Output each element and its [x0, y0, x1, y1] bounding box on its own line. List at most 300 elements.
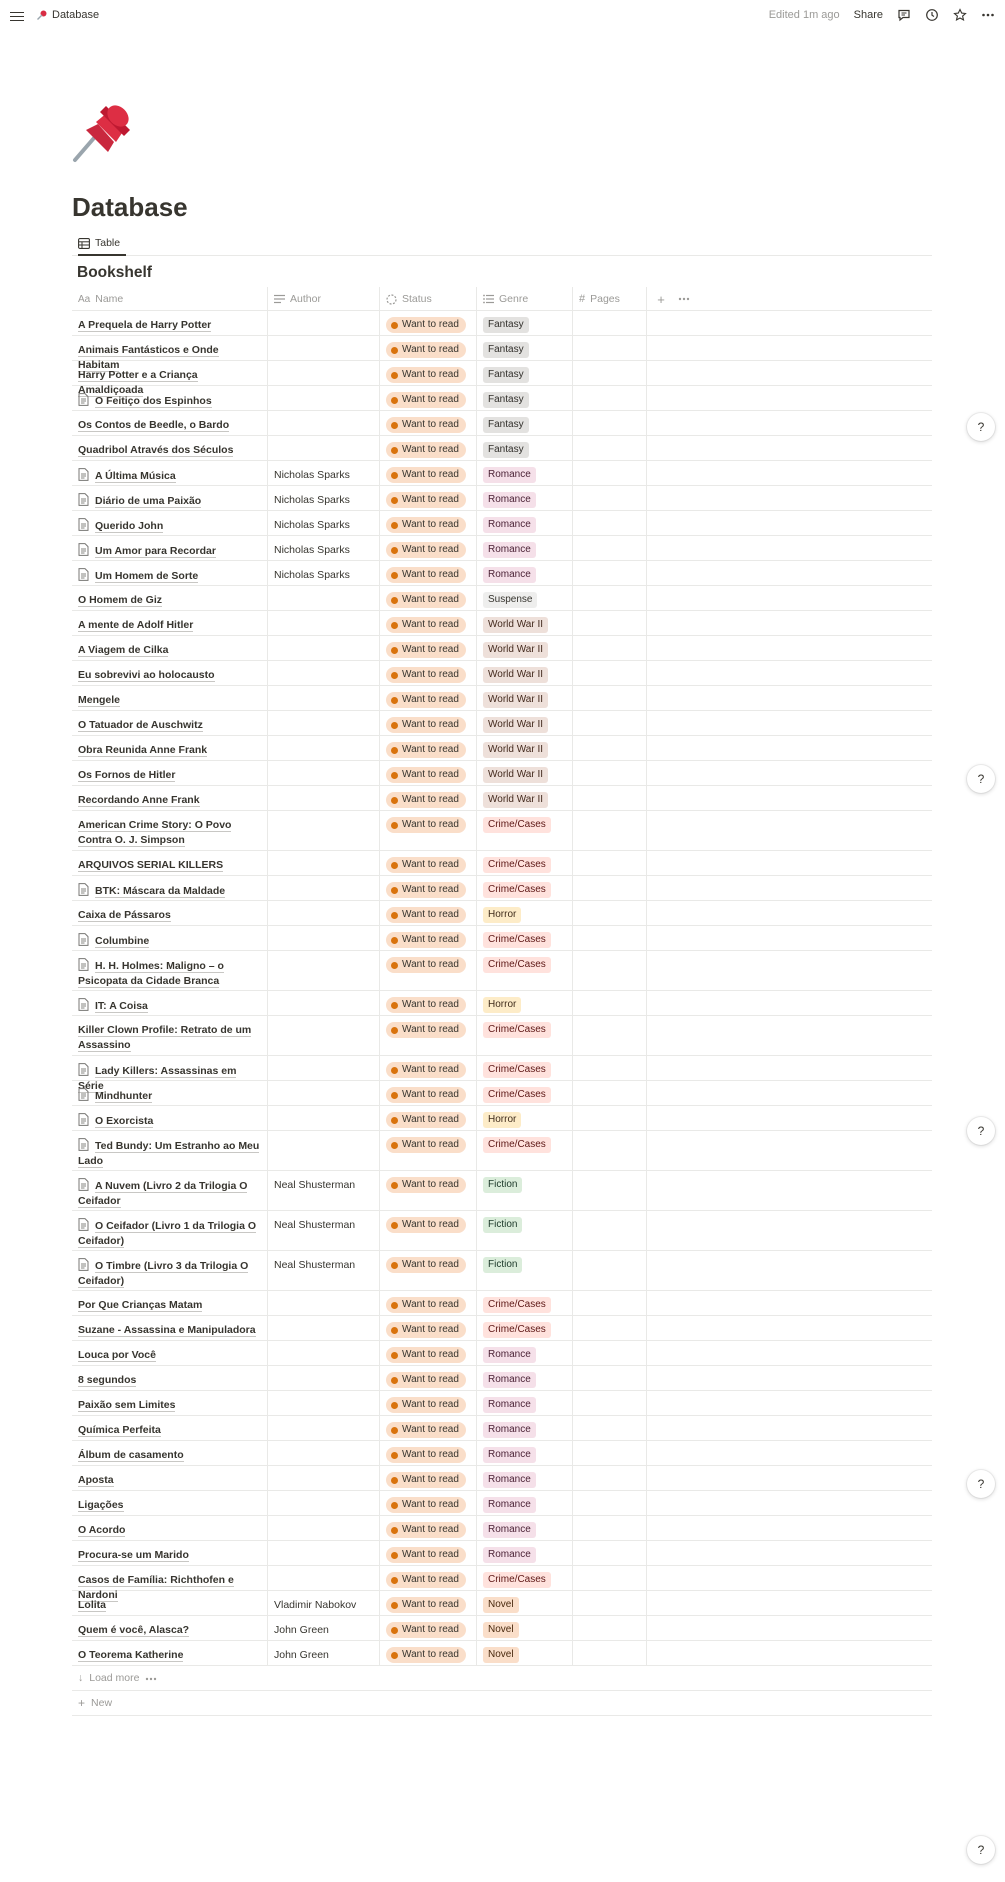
column-header-status[interactable] — [380, 287, 477, 311]
cell-genre[interactable] — [477, 1081, 573, 1105]
cell-status[interactable] — [380, 1441, 477, 1465]
table-row[interactable] — [72, 1391, 932, 1416]
cell-author[interactable] — [268, 661, 380, 685]
genre-tag[interactable]: Crime/Cases — [483, 1297, 551, 1313]
cell-status[interactable] — [380, 1291, 477, 1315]
cell-genre[interactable] — [477, 1131, 573, 1170]
cell-pages[interactable] — [573, 1211, 647, 1250]
cell-genre[interactable] — [477, 1641, 573, 1665]
cell-genre[interactable] — [477, 1211, 573, 1250]
cell-genre[interactable] — [477, 636, 573, 660]
table-row[interactable] — [72, 951, 932, 991]
cell-genre[interactable] — [477, 1591, 573, 1615]
cell-name[interactable] — [72, 1591, 268, 1615]
genre-tag[interactable]: World War II — [483, 717, 548, 733]
cell-author[interactable] — [268, 536, 380, 560]
cell-status[interactable] — [380, 536, 477, 560]
cell-author[interactable] — [268, 1251, 380, 1290]
cell-name[interactable] — [72, 1106, 268, 1130]
cell-name[interactable] — [72, 561, 268, 585]
cell-name[interactable] — [72, 991, 268, 1015]
cell-name[interactable] — [72, 511, 268, 535]
cell-genre[interactable] — [477, 926, 573, 950]
status-pill[interactable] — [386, 1112, 466, 1128]
cell-status[interactable] — [380, 1316, 477, 1340]
genre-tag[interactable]: Horror — [483, 1112, 521, 1128]
table-row[interactable] — [72, 461, 932, 486]
genre-tag[interactable]: Fantasy — [483, 367, 529, 383]
genre-tag[interactable]: Romance — [483, 1422, 536, 1438]
status-pill[interactable] — [386, 767, 466, 783]
cell-author[interactable] — [268, 386, 380, 410]
genre-tag[interactable]: Crime/Cases — [483, 1062, 551, 1078]
cell-name[interactable] — [72, 1616, 268, 1640]
help-button[interactable] — [967, 1117, 995, 1145]
cell-status[interactable] — [380, 851, 477, 875]
cell-name[interactable] — [72, 1316, 268, 1340]
tab-table[interactable] — [78, 232, 126, 256]
cell-pages[interactable] — [573, 386, 647, 410]
genre-tag[interactable]: Romance — [483, 1522, 536, 1538]
status-pill[interactable] — [386, 1422, 466, 1438]
status-pill[interactable] — [386, 317, 466, 333]
genre-tag[interactable]: Romance — [483, 1447, 536, 1463]
status-pill[interactable] — [386, 592, 466, 608]
genre-tag[interactable]: Romance — [483, 1347, 536, 1363]
table-row[interactable] — [72, 1591, 932, 1616]
status-pill[interactable] — [386, 417, 466, 433]
cell-author[interactable] — [268, 361, 380, 385]
cell-status[interactable] — [380, 1541, 477, 1565]
table-row[interactable] — [72, 1516, 932, 1541]
cell-status[interactable] — [380, 311, 477, 335]
cell-pages[interactable] — [573, 1366, 647, 1390]
cell-name[interactable] — [72, 711, 268, 735]
cell-genre[interactable] — [477, 361, 573, 385]
table-row[interactable] — [72, 386, 932, 411]
cell-author[interactable] — [268, 1466, 380, 1490]
status-pill[interactable] — [386, 742, 466, 758]
table-row[interactable] — [72, 411, 932, 436]
table-row[interactable] — [72, 1106, 932, 1131]
cell-name[interactable] — [72, 661, 268, 685]
cell-pages[interactable] — [573, 1491, 647, 1515]
table-row[interactable] — [72, 661, 932, 686]
status-pill[interactable] — [386, 1572, 466, 1588]
cell-author[interactable] — [268, 561, 380, 585]
cell-name[interactable] — [72, 1366, 268, 1390]
cell-pages[interactable] — [573, 901, 647, 925]
status-pill[interactable] — [386, 692, 466, 708]
cell-pages[interactable] — [573, 736, 647, 760]
status-pill[interactable] — [386, 1522, 466, 1538]
cell-genre[interactable] — [477, 1466, 573, 1490]
genre-tag[interactable]: Crime/Cases — [483, 882, 551, 898]
cell-genre[interactable] — [477, 461, 573, 485]
status-pill[interactable] — [386, 1087, 466, 1103]
table-row[interactable] — [72, 851, 932, 876]
cell-pages[interactable] — [573, 436, 647, 460]
cell-name[interactable] — [72, 436, 268, 460]
cell-pages[interactable] — [573, 336, 647, 360]
status-pill[interactable] — [386, 1597, 466, 1613]
cell-pages[interactable] — [573, 1291, 647, 1315]
table-row[interactable] — [72, 1566, 932, 1601]
cell-pages[interactable] — [573, 811, 647, 850]
status-pill[interactable] — [386, 1447, 466, 1463]
cell-author[interactable] — [268, 1291, 380, 1315]
cell-author[interactable] — [268, 1391, 380, 1415]
genre-tag[interactable]: Suspense — [483, 592, 537, 608]
column-header-pages[interactable] — [573, 287, 647, 311]
genre-tag[interactable]: Horror — [483, 997, 521, 1013]
cell-genre[interactable] — [477, 1391, 573, 1415]
cell-genre[interactable] — [477, 336, 573, 360]
cell-author[interactable] — [268, 991, 380, 1015]
cell-pages[interactable] — [573, 876, 647, 900]
cell-name[interactable] — [72, 1491, 268, 1515]
status-pill[interactable] — [386, 342, 466, 358]
genre-tag[interactable]: Crime/Cases — [483, 932, 551, 948]
cell-name[interactable] — [72, 386, 268, 410]
cell-status[interactable] — [380, 1616, 477, 1640]
genre-tag[interactable]: Romance — [483, 1472, 536, 1488]
more-icon[interactable] — [981, 8, 995, 22]
cell-pages[interactable] — [573, 851, 647, 875]
genre-tag[interactable]: Fantasy — [483, 417, 529, 433]
genre-tag[interactable]: Romance — [483, 467, 536, 483]
cell-status[interactable] — [380, 636, 477, 660]
cell-pages[interactable] — [573, 411, 647, 435]
cell-author[interactable] — [268, 951, 380, 990]
cell-status[interactable] — [380, 561, 477, 585]
status-pill[interactable] — [386, 1647, 466, 1663]
cell-name[interactable] — [72, 1341, 268, 1365]
status-pill[interactable] — [386, 792, 466, 808]
cell-name[interactable] — [72, 311, 268, 335]
status-pill[interactable] — [386, 517, 466, 533]
cell-author[interactable] — [268, 876, 380, 900]
cell-status[interactable] — [380, 876, 477, 900]
cell-pages[interactable] — [573, 1081, 647, 1105]
status-pill[interactable] — [386, 1547, 466, 1563]
cell-name[interactable] — [72, 811, 268, 850]
cell-author[interactable] — [268, 436, 380, 460]
cell-status[interactable] — [380, 951, 477, 990]
cell-author[interactable] — [268, 1641, 380, 1665]
cell-pages[interactable] — [573, 1541, 647, 1565]
status-pill[interactable] — [386, 1297, 466, 1313]
cell-pages[interactable] — [573, 786, 647, 810]
cell-genre[interactable] — [477, 386, 573, 410]
cell-author[interactable] — [268, 1441, 380, 1465]
genre-tag[interactable]: Horror — [483, 907, 521, 923]
cell-name[interactable] — [72, 1056, 268, 1092]
cell-genre[interactable] — [477, 561, 573, 585]
cell-author[interactable] — [268, 1516, 380, 1540]
cell-pages[interactable] — [573, 661, 647, 685]
cell-name[interactable] — [72, 1291, 268, 1315]
table-row[interactable] — [72, 1466, 932, 1491]
cell-name[interactable] — [72, 786, 268, 810]
genre-tag[interactable]: World War II — [483, 617, 548, 633]
cell-name[interactable] — [72, 1641, 268, 1665]
table-row[interactable] — [72, 361, 932, 396]
cell-author[interactable] — [268, 786, 380, 810]
genre-tag[interactable]: Crime/Cases — [483, 1087, 551, 1103]
cell-status[interactable] — [380, 901, 477, 925]
cell-pages[interactable] — [573, 1341, 647, 1365]
cell-author[interactable] — [268, 1616, 380, 1640]
cell-genre[interactable] — [477, 486, 573, 510]
genre-tag[interactable]: World War II — [483, 642, 548, 658]
cell-pages[interactable] — [573, 1056, 647, 1080]
history-icon[interactable] — [925, 8, 939, 22]
cell-pages[interactable] — [573, 486, 647, 510]
cell-pages[interactable] — [573, 1251, 647, 1290]
cell-author[interactable] — [268, 1366, 380, 1390]
genre-tag[interactable]: Crime/Cases — [483, 817, 551, 833]
cell-status[interactable] — [380, 1591, 477, 1615]
cell-status[interactable] — [380, 926, 477, 950]
cell-status[interactable] — [380, 1641, 477, 1665]
cell-pages[interactable] — [573, 1316, 647, 1340]
help-button[interactable] — [967, 1470, 995, 1498]
page-title[interactable]: Database — [72, 192, 188, 222]
cell-genre[interactable] — [477, 1016, 573, 1055]
cell-genre[interactable] — [477, 1366, 573, 1390]
cell-author[interactable] — [268, 461, 380, 485]
cell-name[interactable] — [72, 1516, 268, 1540]
status-pill[interactable] — [386, 907, 466, 923]
cell-name[interactable] — [72, 1251, 268, 1290]
cell-author[interactable] — [268, 811, 380, 850]
cell-genre[interactable] — [477, 686, 573, 710]
cell-author[interactable] — [268, 586, 380, 610]
table-row[interactable] — [72, 611, 932, 636]
cell-genre[interactable] — [477, 1316, 573, 1340]
status-pill[interactable] — [386, 1397, 466, 1413]
cell-status[interactable] — [380, 1016, 477, 1055]
cell-author[interactable] — [268, 1211, 380, 1250]
comment-icon[interactable] — [897, 8, 911, 22]
table-row[interactable] — [72, 786, 932, 811]
cell-status[interactable] — [380, 686, 477, 710]
cell-author[interactable] — [268, 1131, 380, 1170]
column-header-name[interactable] — [72, 287, 268, 311]
cell-genre[interactable] — [477, 1541, 573, 1565]
column-header-genre[interactable] — [477, 287, 573, 311]
status-pill[interactable] — [386, 817, 466, 833]
cell-name[interactable] — [72, 611, 268, 635]
table-row[interactable] — [72, 1341, 932, 1366]
cell-author[interactable] — [268, 1341, 380, 1365]
cell-status[interactable] — [380, 991, 477, 1015]
status-pill[interactable] — [386, 932, 466, 948]
cell-author[interactable] — [268, 711, 380, 735]
table-row[interactable] — [72, 1251, 932, 1291]
cell-name[interactable] — [72, 461, 268, 485]
genre-tag[interactable]: Novel — [483, 1597, 519, 1613]
cell-status[interactable] — [380, 1081, 477, 1105]
cell-name[interactable] — [72, 761, 268, 785]
status-pill[interactable] — [386, 467, 466, 483]
cell-pages[interactable] — [573, 1641, 647, 1665]
cell-author[interactable] — [268, 1416, 380, 1440]
cell-status[interactable] — [380, 1131, 477, 1170]
cell-genre[interactable] — [477, 811, 573, 850]
cell-author[interactable] — [268, 736, 380, 760]
table-row[interactable] — [72, 311, 932, 336]
table-row[interactable] — [72, 761, 932, 786]
status-pill[interactable] — [386, 1497, 466, 1513]
status-pill[interactable] — [386, 1347, 466, 1363]
cell-pages[interactable] — [573, 636, 647, 660]
cell-status[interactable] — [380, 1516, 477, 1540]
cell-name[interactable] — [72, 636, 268, 660]
cell-status[interactable] — [380, 1466, 477, 1490]
cell-name[interactable] — [72, 486, 268, 510]
cell-genre[interactable] — [477, 736, 573, 760]
genre-tag[interactable]: Fantasy — [483, 392, 529, 408]
cell-name[interactable] — [72, 361, 268, 396]
cell-genre[interactable] — [477, 951, 573, 990]
genre-tag[interactable]: Crime/Cases — [483, 1022, 551, 1038]
genre-tag[interactable]: Romance — [483, 1372, 536, 1388]
genre-tag[interactable]: Crime/Cases — [483, 1322, 551, 1338]
load-more-button[interactable] — [72, 1666, 932, 1691]
cell-name[interactable] — [72, 926, 268, 950]
cell-status[interactable] — [380, 386, 477, 410]
cell-genre[interactable] — [477, 586, 573, 610]
cell-pages[interactable] — [573, 1516, 647, 1540]
status-pill[interactable] — [386, 957, 466, 973]
share-button[interactable]: Share — [853, 9, 883, 21]
cell-author[interactable] — [268, 686, 380, 710]
cell-name[interactable] — [72, 901, 268, 925]
cell-pages[interactable] — [573, 311, 647, 335]
status-pill[interactable] — [386, 492, 466, 508]
cell-author[interactable] — [268, 336, 380, 360]
cell-genre[interactable] — [477, 1291, 573, 1315]
cell-author[interactable] — [268, 1056, 380, 1080]
cell-name[interactable] — [72, 411, 268, 435]
cell-status[interactable] — [380, 786, 477, 810]
cell-status[interactable] — [380, 1171, 477, 1210]
cell-status[interactable] — [380, 336, 477, 360]
table-row[interactable] — [72, 686, 932, 711]
cell-genre[interactable] — [477, 1491, 573, 1515]
column-options-icon[interactable] — [674, 287, 694, 311]
genre-tag[interactable]: Romance — [483, 492, 536, 508]
table-row[interactable] — [72, 436, 932, 461]
status-pill[interactable] — [386, 1472, 466, 1488]
menu-icon[interactable] — [10, 9, 24, 23]
cell-status[interactable] — [380, 1391, 477, 1415]
cell-genre[interactable] — [477, 511, 573, 535]
cell-status[interactable] — [380, 611, 477, 635]
table-row[interactable] — [72, 1541, 932, 1566]
cell-genre[interactable] — [477, 1616, 573, 1640]
help-button[interactable] — [967, 413, 995, 441]
cell-status[interactable] — [380, 1366, 477, 1390]
cell-status[interactable] — [380, 511, 477, 535]
genre-tag[interactable]: World War II — [483, 667, 548, 683]
cell-pages[interactable] — [573, 1416, 647, 1440]
table-row[interactable] — [72, 1211, 932, 1251]
cell-name[interactable] — [72, 1566, 268, 1601]
cell-status[interactable] — [380, 1341, 477, 1365]
cell-name[interactable] — [72, 1081, 268, 1105]
cell-status[interactable] — [380, 1491, 477, 1515]
new-row-button[interactable] — [72, 1691, 932, 1716]
cell-author[interactable] — [268, 1316, 380, 1340]
status-pill[interactable] — [386, 367, 466, 383]
cell-status[interactable] — [380, 586, 477, 610]
genre-tag[interactable]: Crime/Cases — [483, 1137, 551, 1153]
cell-genre[interactable] — [477, 311, 573, 335]
genre-tag[interactable]: World War II — [483, 767, 548, 783]
help-button[interactable] — [967, 765, 995, 793]
cell-status[interactable] — [380, 1416, 477, 1440]
cell-author[interactable] — [268, 611, 380, 635]
cell-status[interactable] — [380, 486, 477, 510]
cell-status[interactable] — [380, 1211, 477, 1250]
cell-pages[interactable] — [573, 586, 647, 610]
cell-pages[interactable] — [573, 1391, 647, 1415]
cell-genre[interactable] — [477, 411, 573, 435]
cell-genre[interactable] — [477, 901, 573, 925]
table-row[interactable] — [72, 636, 932, 661]
table-row[interactable] — [72, 1616, 932, 1641]
status-pill[interactable] — [386, 1062, 466, 1078]
cell-author[interactable] — [268, 1541, 380, 1565]
cell-status[interactable] — [380, 1251, 477, 1290]
status-pill[interactable] — [386, 857, 466, 873]
genre-tag[interactable]: Fiction — [483, 1217, 522, 1233]
cell-author[interactable] — [268, 511, 380, 535]
cell-status[interactable] — [380, 411, 477, 435]
cell-pages[interactable] — [573, 611, 647, 635]
table-row[interactable] — [72, 901, 932, 926]
cell-genre[interactable] — [477, 711, 573, 735]
breadcrumb[interactable] — [36, 9, 99, 21]
status-pill[interactable] — [386, 1217, 466, 1233]
table-row[interactable] — [72, 1171, 932, 1211]
table-row[interactable] — [72, 1081, 932, 1106]
cell-name[interactable] — [72, 1171, 268, 1210]
cell-pages[interactable] — [573, 511, 647, 535]
table-row[interactable] — [72, 1441, 932, 1466]
genre-tag[interactable]: Romance — [483, 1497, 536, 1513]
cell-pages[interactable] — [573, 926, 647, 950]
cell-name[interactable] — [72, 1441, 268, 1465]
table-row[interactable] — [72, 586, 932, 611]
cell-author[interactable] — [268, 1491, 380, 1515]
genre-tag[interactable]: Crime/Cases — [483, 957, 551, 973]
table-row[interactable] — [72, 1056, 932, 1092]
table-row[interactable] — [72, 1416, 932, 1441]
table-row[interactable] — [72, 1491, 932, 1516]
status-pill[interactable] — [386, 442, 466, 458]
cell-pages[interactable] — [573, 711, 647, 735]
cell-status[interactable] — [380, 811, 477, 850]
cell-pages[interactable] — [573, 951, 647, 990]
page-pushpin-icon[interactable] — [72, 100, 132, 164]
cell-name[interactable] — [72, 586, 268, 610]
cell-status[interactable] — [380, 1566, 477, 1590]
cell-genre[interactable] — [477, 1106, 573, 1130]
